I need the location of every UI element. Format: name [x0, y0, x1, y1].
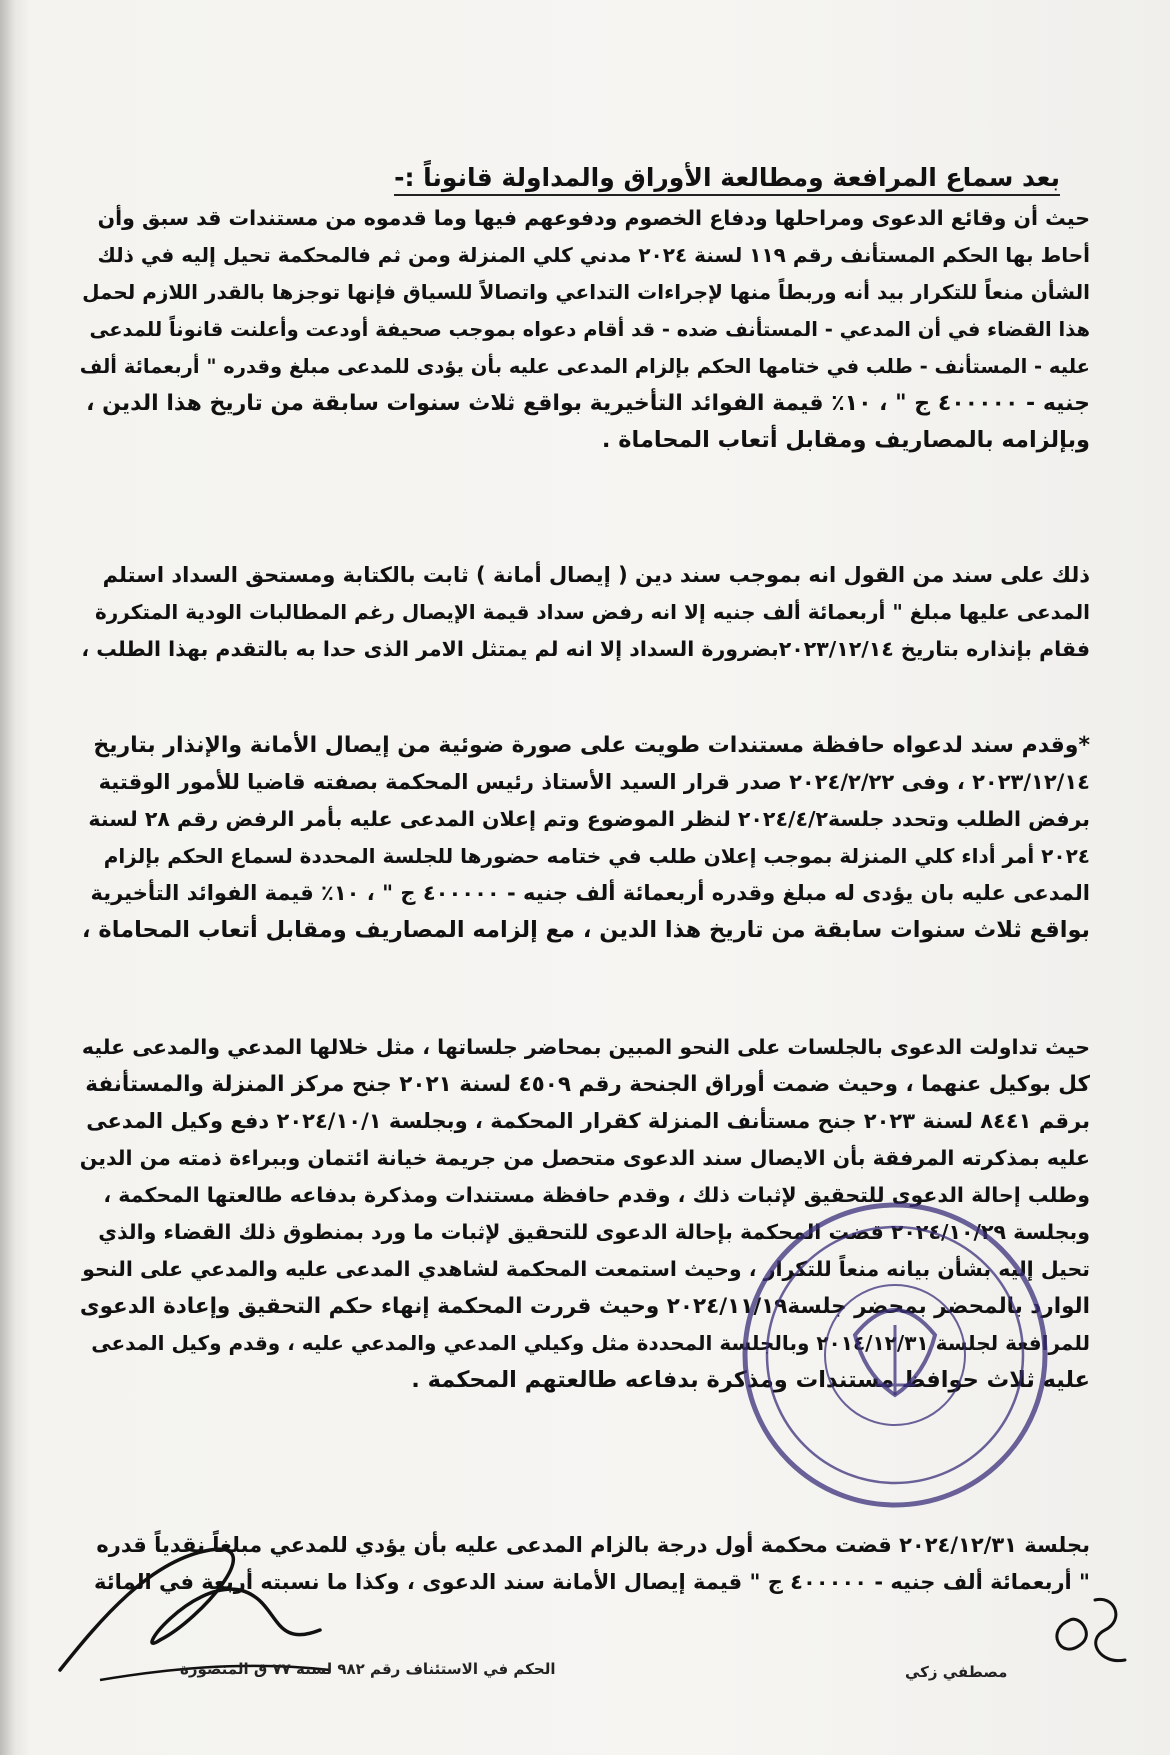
- text-line: عليه - المستأنف - طلب في ختامها الحكم بإلزام المدعى عليه بأن يؤدى للمدعى مبلغ وقدره " أربعمائة ألف: [79, 355, 1090, 378]
- text-line: " أربعمائة ألف جنيه - ٤٠٠٠٠٠ ج " قيمة إيصال الأمانة سند الدعوى ، وكذا ما نسبته أربعة في المائة: [94, 1570, 1090, 1594]
- paragraph-documents: [80, 727, 1090, 949]
- text-line: وبإلزامه بالمصاريف ومقابل أتعاب المحاماة .: [601, 427, 1090, 453]
- text-line: حيث أن وقائع الدعوى ومراحلها ودفاع الخصوم ودفوعهم فيها وما قدموه من مستندات قد سبق وأن: [97, 206, 1090, 230]
- text-line: للمرافعة لجلسة ٢٠١٤/١٢/٣١ وبالجلسة المحددة مثل وكيلي المدعي والمدعي عليه ، وقدم وكيل المدعى: [91, 1331, 1090, 1355]
- text-line: كل بوكيل عنهما ، وحيث ضمت أوراق الجنحة رقم ٤٥٠٩ لسنة ٢٠٢١ جنح مركز المنزلة والمستأنفة: [85, 1072, 1090, 1097]
- text-line: جنيه - ٤٠٠٠٠٠ ج " ، ١٠٪ قيمة الفوائد التأخيرية بواقع ثلاث سنوات سابقة من تاريخ هذا الدين ،: [86, 391, 1090, 416]
- text-line: الشأن منعاً للتكرار بيد أنه وربطاً منها لإجراءات التداعي واتصالاً للسياق فإنها توجزها بالقدر اللازم لحمل: [82, 280, 1090, 304]
- text-line: برقم ٨٤٤١ لسنة ٢٠٢٣ جنح مستأنف المنزلة كقرار المحكمة ، وبجلسة ٢٠٢٤/١٠/١ دفع وكيل المدعى: [86, 1109, 1090, 1133]
- paragraph-facts: [80, 200, 1090, 459]
- text-line: أحاط بها الحكم المستأنف رقم ١١٩ لسنة ٢٠٢٤ مدني كلي المنزلة ومن ثم فالمحكمة تحيل إليه في ذلك: [97, 243, 1090, 267]
- footer-case-ref: الحكم في الاستئناف رقم ٩٨٢ لسنة ٧٧ ق المنصورة: [180, 1660, 556, 1678]
- text-line: هذا القضاء في أن المدعي - المستأنف ضده - قد أقام دعواه بموجب صحيفة أودعت وأعلنت قانوناً للمدعى: [89, 318, 1090, 341]
- text-line: الوارد بالمحضر بمحضر جلسة٢٠٢٤/١١/١٩ وحيث قررت المحكمة إنهاء حكم التحقيق وإعادة الدعوى: [79, 1294, 1090, 1319]
- text-line: المدعى عليها مبلغ " أربعمائة ألف جنيه إلا انه رفض سداد قيمة الإيصال رغم المطالبات الودية المتكررة: [94, 600, 1090, 624]
- footer-clerk-name: مصطفي زكي: [905, 1663, 1008, 1681]
- handwritten-page-mark: [1040, 1570, 1150, 1680]
- paragraph-basis: [80, 557, 1090, 668]
- text-line: ٢٠٢٣/١٢/١٤ ، وفى ٢٠٢٤/٢/٢٢ صدر قرار السيد الأستاذ رئيس المحكمة بصفته قاضيا للأمور الوقتية: [98, 770, 1090, 794]
- text-line: فقام بإنذاره بتاريخ ٢٠٢٣/١٢/١٤بضرورة السداد إلا انه لم يمتثل الامر الذى حدا به بالتقدم بهذا الطلب ،: [81, 637, 1090, 661]
- text-line: عليه ثلاث حوافظ مستندات ومذكرة بدفاعه طالعتهم المحكمة .: [411, 1367, 1090, 1393]
- text-line: بواقع ثلاث سنوات سابقة من تاريخ هذا الدين ، مع إلزامه المصاريف ومقابل أتعاب المحاماة ،: [82, 917, 1090, 943]
- text-line: حيث تداولت الدعوى بالجلسات على النحو المبين بمحاضر جلساتها ، مثل خلالها المدعي والمدعى عليه: [81, 1035, 1090, 1059]
- text-line: بجلسة ٢٠٢٤/١٢/٣١ قضت محكمة أول درجة بالزام المدعى عليه بأن يؤدي للمدعي مبلغاً نقدياً قدره: [96, 1533, 1090, 1557]
- text-line: المدعى عليه بان يؤدى له مبلغ وقدره أربعمائة ألف جنيه - ٤٠٠٠٠٠ ج " ، ١٠٪ قيمة الفوائد التأخيرية: [90, 881, 1090, 905]
- text-line: تحيل إليه بشأن بيانه منعاً للتكرار ، وحيث استمعت المحكمة لشاهدي المدعى عليه والمدعي على النحو: [82, 1257, 1090, 1281]
- text-line: ذلك على سند من القول انه بموجب سند دين ( إيصال أمانة ) ثابت بالكتابة ومستحق السداد استلم: [102, 563, 1090, 587]
- section-heading: بعد سماع المرافعة ومطالعة الأوراق والمداولة قانوناً :-: [394, 163, 1060, 196]
- text-line: برفض الطلب وتحدد جلسة٢٠٢٤/٤/٢ لنظر الموضوع وتم إعلان المدعى عليه بأمر الرفض رقم ٢٨ لسنة: [88, 807, 1090, 831]
- scan-edge: [0, 0, 14, 1755]
- text-line: عليه بمذكرته المرفقة بأن الايصال سند الدعوى متحصل من جريمة خيانة ائتمان وببراءة ذمته من الدين: [79, 1146, 1090, 1170]
- text-line: *وقدم سند لدعواه حافظة مستندات طويت على صورة ضوئية من إيصال الأمانة والإنذار بتاريخ: [93, 733, 1090, 758]
- text-line: وطلب إحالة الدعوى للتحقيق لإثبات ذلك ، وقدم حافظة مستندات ومذكرة بدفاعه طالعتها المحكمة ،: [103, 1183, 1090, 1207]
- text-line: ٢٠٢٤ أمر أداء كلي المنزلة بموجب إعلان طلب في ختامه حضورها للجلسة المحددة لسماع الحكم بإلزام: [103, 844, 1090, 868]
- court-stamp: [725, 1185, 1065, 1525]
- text-line: وبجلسة ٢٠٢٤/١٠/٢٩ قضت المحكمة بإحالة الدعوى للتحقيق لإثبات ما ورد بمنطوق ذلك القضاء والذي: [98, 1220, 1090, 1244]
